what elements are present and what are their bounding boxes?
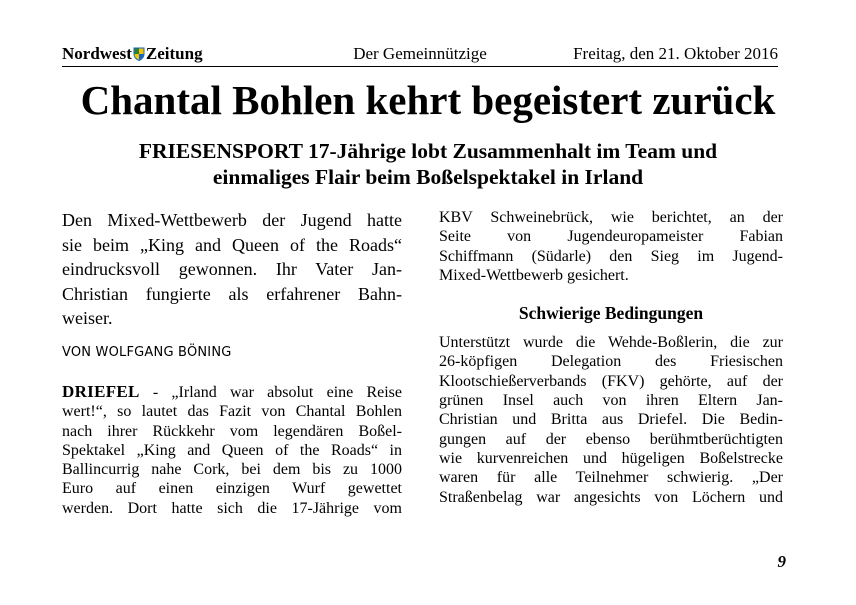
text-line: sie beim „King and Queen of the Roads“ bbox=[62, 234, 402, 255]
text-line: Den Mixed-Wettbewerb der Jugend hatte bbox=[62, 210, 402, 230]
text-line: Ballincurrig nahe Cork, bei dem bis zu 1000 bbox=[62, 461, 402, 479]
column-left bbox=[62, 208, 402, 518]
newspaper-name-part1: Nordwest bbox=[62, 44, 132, 63]
section-name: Der Gemeinnützige bbox=[353, 44, 487, 63]
subheadline-line: FRIESENSPORT 17-Jährige lobt Zusammenhalt im Team und bbox=[138, 139, 718, 163]
issue-date: Freitag, den 21. Oktober 2016 bbox=[573, 44, 778, 63]
body-paragraph bbox=[439, 333, 783, 507]
text-line: wie kurvenreichen und hügeligen Boßelstrecke bbox=[439, 449, 783, 467]
body-paragraph bbox=[62, 382, 402, 518]
text-line: KBV Schweinebrück, wie berichtet, an der bbox=[439, 209, 783, 226]
headline: Chantal Bohlen kehrt begeistert zurück bbox=[80, 77, 776, 123]
dateline: DRIEFEL bbox=[62, 381, 140, 401]
text-line: Spektakel „King and Queen of the Roads“ in bbox=[62, 441, 402, 459]
newspaper-name-part2: Zeitung bbox=[145, 44, 203, 63]
text-line: Unterstützt wurde die Wehde-Boßlerin, die zur bbox=[439, 334, 783, 352]
column-right bbox=[439, 208, 783, 507]
page-number: 9 bbox=[777, 552, 786, 571]
text-line: eindrucksvoll gewonnen. Ihr Vater Jan- bbox=[62, 259, 402, 280]
text-line: weiser. bbox=[62, 308, 113, 329]
text-line: Christian fungierte als erfahrener Bahn- bbox=[62, 283, 402, 304]
text-line: nach ihrer Rückkehr vom legendären Boßel- bbox=[62, 422, 402, 440]
masthead bbox=[62, 44, 778, 67]
newspaper-name bbox=[62, 44, 203, 64]
text-line: Straßenbelag war angesichts von Löchern und bbox=[439, 488, 783, 506]
text-line: Seite von Jugendeuropameister Fabian bbox=[439, 228, 783, 246]
subheadline-line: einmaliges Flair beim Boßelspektakel in Irland bbox=[212, 165, 644, 189]
text-line: Christian und Britta aus Driefel. Die Bedin- bbox=[439, 411, 783, 429]
text-line bbox=[62, 382, 402, 402]
lead-paragraph bbox=[62, 208, 402, 331]
text-line: Schiffmann (Südarle) den Sieg im Jugend- bbox=[439, 247, 783, 265]
coat-of-arms-icon bbox=[133, 47, 145, 61]
text-line: 26-köpfigen Delegation des Friesischen bbox=[439, 353, 783, 371]
section-subheading: Schwierige Bedingungen bbox=[518, 303, 704, 324]
text-line: Mixed-Wettbewerb gesichert. bbox=[439, 266, 629, 284]
byline: VON WOLFGANG BÖNING bbox=[62, 344, 232, 360]
text-line: Euro auf einen einzigen Wurf gewettet bbox=[62, 480, 402, 498]
text-line: gungen auf der ebenso berühmtberüchtigten bbox=[439, 430, 783, 448]
text-fragment: - „Irland war absolut eine Reise bbox=[139, 383, 402, 401]
text-line: werden. Dort hatte sich die 17-Jährige vom bbox=[62, 499, 402, 517]
text-line: grünen Insel auch von ihren Eltern Jan- bbox=[439, 392, 783, 410]
subheadline bbox=[40, 138, 816, 190]
text-line: wert!“, so lautet das Fazit von Chantal Bohlen bbox=[62, 403, 402, 421]
text-line: Klootschießerverbands (FKV) gehörte, auf der bbox=[439, 372, 783, 390]
body-paragraph bbox=[439, 208, 783, 285]
text-line: waren für alle Teilnehmer schwierig. „Der bbox=[439, 469, 783, 487]
